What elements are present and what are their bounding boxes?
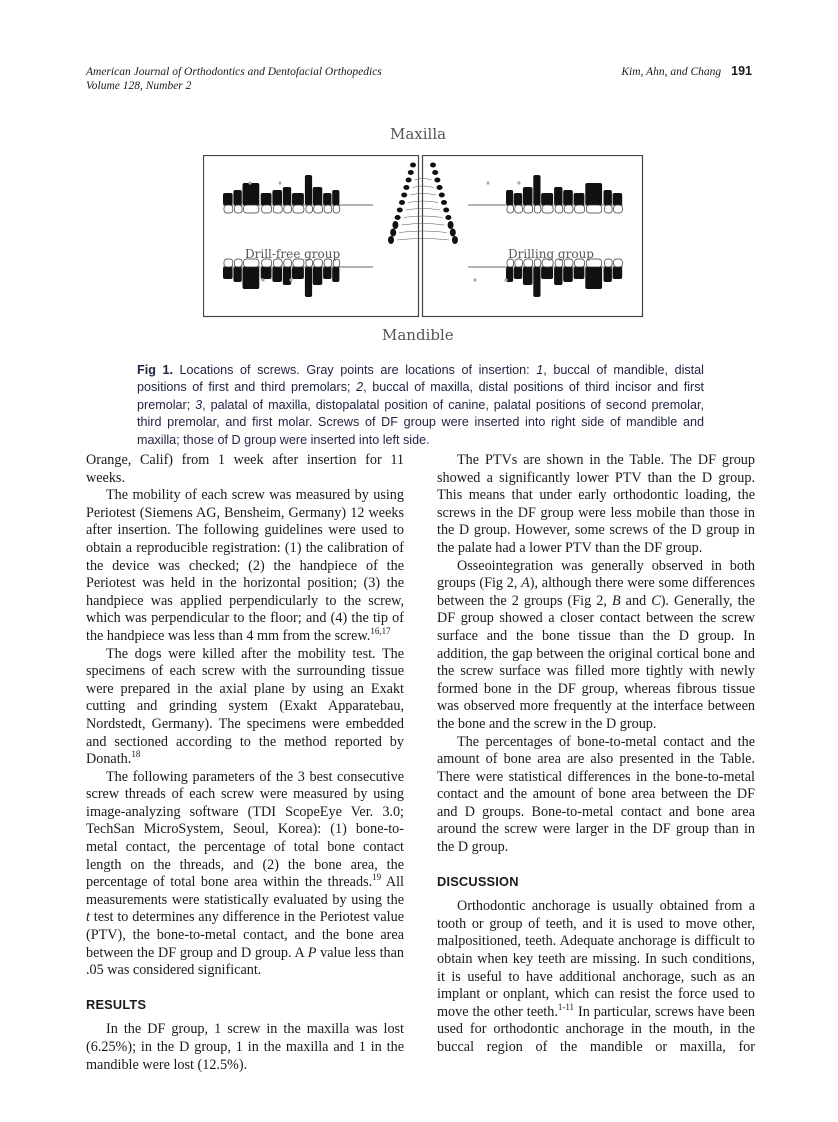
tooth-root bbox=[262, 205, 272, 213]
arch-tooth bbox=[432, 170, 438, 175]
text-run: value less than .05 was considered significant. bbox=[86, 944, 405, 979]
section-heading bbox=[437, 873, 755, 891]
tooth-crown bbox=[523, 187, 533, 205]
tooth-crown bbox=[541, 267, 553, 279]
tooth-root bbox=[564, 205, 573, 213]
tooth-crown bbox=[514, 193, 522, 205]
tooth-crown bbox=[506, 190, 513, 205]
insertion-point bbox=[289, 278, 292, 281]
text-run: ), although there were some differences between the 2 groups (Fig 2, bbox=[437, 575, 755, 609]
citation-superscript: 1-11 bbox=[557, 1001, 575, 1012]
arch-tooth bbox=[452, 236, 458, 244]
arch-tooth bbox=[441, 200, 447, 205]
tooth-crown bbox=[323, 267, 331, 279]
tooth-root bbox=[293, 205, 304, 213]
figure-label-mandible: Mandible bbox=[382, 326, 454, 344]
text-run: 2 bbox=[356, 380, 364, 395]
text-run: , buccal of maxilla, distal positions of third incisor and first premolar; bbox=[137, 380, 704, 412]
tooth-crown bbox=[563, 267, 573, 282]
arch-tooth bbox=[390, 229, 396, 237]
tooth-crown bbox=[233, 267, 241, 282]
arch-tooth bbox=[434, 178, 440, 183]
tooth-root bbox=[515, 205, 523, 213]
tooth-root bbox=[314, 205, 323, 213]
text-run: ). Generally, the DF group showed a closer contact between the screw surface and the bone tissue than the D group. In addition, the gap between the original cortical bone and the screw surface was filled more tightly with newly formed bone in the DF group, whereas fibrous tissue was observed more frequently at the interface between the bone and the screw in the D group. bbox=[437, 592, 755, 732]
tooth-crown bbox=[613, 193, 623, 205]
tooth-crown bbox=[223, 193, 233, 205]
tooth-crown bbox=[323, 193, 331, 205]
text-run: Locations of screws. Gray points are locations of insertion: bbox=[172, 363, 537, 377]
tooth-crown bbox=[261, 267, 272, 279]
insertion-point bbox=[504, 278, 507, 281]
arch-tooth bbox=[445, 215, 451, 220]
body-paragraph bbox=[86, 1021, 404, 1074]
arch-tooth bbox=[408, 170, 414, 175]
text-run: The percentages of bone-to-metal contact and the amount of bone area are also presented in the Table. There were statistical differences in the bone-to-metal contact and the amount of bone area between the DF and D groups. Bone-to-metal contact and bone area around the screw were larger in the DF group than in the D group. bbox=[437, 733, 755, 856]
body-paragraph bbox=[437, 452, 755, 558]
tooth-crown bbox=[313, 187, 323, 205]
text-run: C bbox=[651, 592, 661, 609]
arch-tooth bbox=[439, 193, 445, 198]
text-run: The PTVs are shown in the Table. The DF group showed a significantly lower PTV than the D group. This means that under early orthodontic loading, the screws in the DF group were less mobile than those in the D group. However, some screws of the D group in the palate had a lower PTV than the DF group. bbox=[437, 452, 755, 556]
tooth-crown bbox=[554, 267, 562, 285]
citation-superscript: 19 bbox=[372, 872, 382, 883]
text-run: , palatal of maxilla, distopalatal position of canine, palatal positions of second premolar, third premolar, and first molar. Screws of DF group were inserted into right side of mandible and maxilla; those of D group were inserted into left side. bbox=[137, 397, 704, 447]
figure-label-maxilla: Maxilla bbox=[390, 125, 447, 143]
arch-tooth bbox=[392, 221, 398, 229]
citation-superscript: 18 bbox=[131, 749, 141, 760]
text-run: B bbox=[611, 592, 621, 609]
tooth-crown bbox=[272, 267, 282, 282]
text-run: test to determines any difference in the Periotest value (PTV), the bone-to-metal contact, and the bone area between the DF group and D group. A bbox=[86, 909, 404, 961]
tooth-root bbox=[605, 259, 613, 267]
text-run: and bbox=[620, 592, 652, 609]
tooth-root bbox=[605, 205, 613, 213]
journal-title: American Journal of Orthodontics and Dentofacial Orthopedics bbox=[86, 66, 382, 78]
arch-tooth bbox=[401, 193, 407, 198]
figure-label-drill-free: Drill-free group bbox=[245, 247, 341, 261]
arch-tooth bbox=[450, 229, 456, 237]
insertion-point bbox=[248, 181, 251, 184]
text-run: The following parameters of the 3 best consecutive screw threads of each screw were measured by using image-analyzing software (TDI ScopeEye Ver. 3.0; TechSan MicroSystem, Seoul, Korea): (1) bone-to-metal contact, the percentage of total bone contact length on the threads, and (2) the bone area, the percentage of total bone area within the threads. bbox=[86, 768, 404, 891]
insertion-point bbox=[278, 181, 281, 184]
text-run: Orange, Calif) from 1 week after insertion for 11 weeks. bbox=[86, 452, 404, 486]
insertion-point bbox=[486, 181, 489, 184]
arch-tooth bbox=[397, 208, 403, 213]
tooth-crown bbox=[514, 267, 522, 279]
arch-tooth bbox=[403, 185, 409, 190]
text-run: In the DF group, 1 screw in the maxilla was lost (6.25%); in the D group, 1 in the maxilla and 1 in the mandible were lost (12.5%). bbox=[86, 1021, 404, 1073]
figure-teeth-diagram bbox=[203, 155, 644, 318]
tooth-crown bbox=[243, 183, 260, 205]
tooth-crown bbox=[574, 193, 585, 205]
arch-tooth bbox=[443, 208, 449, 213]
right-column bbox=[437, 452, 755, 1057]
text-run: Orthodontic anchorage is usually obtained from a tooth or group of teeth, and it is used to move other, malpositioned, teeth. Adequate anchorage is difficult to obtain when key teeth are missing. In such conditions, it is useful to have additional anchorage, such as an implant or onplant, which can resist the force used to move the other teeth. bbox=[437, 898, 755, 1020]
tooth-crown bbox=[233, 190, 241, 205]
body-paragraph bbox=[437, 734, 755, 857]
arch-tooth bbox=[410, 163, 416, 168]
tooth-root bbox=[555, 205, 563, 213]
tooth-crown bbox=[604, 190, 612, 205]
arch-tooth bbox=[406, 178, 412, 183]
page-number: 191 bbox=[731, 64, 752, 78]
body-paragraph bbox=[86, 487, 404, 645]
insertion-point bbox=[261, 278, 264, 281]
arch-tooth bbox=[430, 163, 436, 168]
tooth-crown bbox=[272, 190, 282, 205]
tooth-root bbox=[234, 259, 242, 267]
tooth-root bbox=[507, 205, 514, 213]
arch-tooth bbox=[437, 185, 443, 190]
insertion-point bbox=[517, 181, 520, 184]
tooth-crown bbox=[261, 193, 272, 205]
tooth-crown bbox=[292, 267, 304, 279]
citation-superscript: 16,17 bbox=[370, 625, 391, 636]
tooth-crown bbox=[554, 187, 562, 205]
tooth-root bbox=[234, 205, 242, 213]
tooth-root bbox=[575, 205, 585, 213]
figure-panel-right bbox=[423, 156, 643, 317]
tooth-crown bbox=[243, 267, 260, 289]
tooth-root bbox=[614, 259, 623, 267]
tooth-root bbox=[586, 205, 601, 213]
tooth-crown bbox=[613, 267, 623, 279]
text-run: Fig 1. bbox=[137, 363, 173, 377]
tooth-root bbox=[244, 205, 259, 213]
tooth-root bbox=[524, 205, 533, 213]
text-run: Osseointegration was generally observed in both groups (Fig 2, bbox=[437, 557, 755, 592]
section-heading bbox=[86, 996, 404, 1014]
tooth-crown bbox=[292, 193, 304, 205]
tooth-crown bbox=[523, 267, 533, 285]
text-run: The dogs were killed after the mobility test. The specimens of each screw with the surrounding tissue were prepared in the axial plane by using an Exakt cutting and grinding system (Exakt Apparatebau, Nordstedt, Germany). The specimens were embedded and sectioned according to the method reported by Donath. bbox=[86, 645, 404, 768]
tooth-root bbox=[614, 205, 623, 213]
text-run: t bbox=[86, 909, 90, 926]
tooth-crown bbox=[533, 175, 540, 205]
tooth-root bbox=[306, 205, 313, 213]
arch-tooth bbox=[448, 221, 454, 229]
running-header-journal bbox=[86, 65, 382, 93]
text-run: The mobility of each screw was measured by using Periotest (Siemens AG, Bensheim, Germany) 12 weeks after insertion. The following guidelines were used to obtain a reproducible registration: (1) the calibration of the device was checked; (2) the handpiece of the Periotest was held in the horizontal position; (3) the handpiece was applied perpendicularly to the screw, which was perpendicular to the floor; and (4) the tip of the handpiece was less than 4 mm from the screw. bbox=[86, 487, 404, 644]
authors: Kim, Ahn, and Chang bbox=[621, 66, 722, 78]
tooth-root bbox=[542, 205, 553, 213]
text-run: In particular, screws have been used for orthodontic anchorage in the mouth, in the buccal region of the mandible or maxilla, for bbox=[437, 1003, 755, 1055]
tooth-root bbox=[534, 205, 541, 213]
tooth-root bbox=[324, 205, 332, 213]
arch-tooth bbox=[395, 215, 401, 220]
tooth-root bbox=[333, 205, 340, 213]
left-column bbox=[86, 452, 404, 1074]
tooth-crown bbox=[585, 267, 602, 289]
tooth-crown bbox=[305, 267, 312, 297]
figure-caption bbox=[137, 362, 704, 449]
running-header-authors bbox=[621, 64, 752, 79]
text-run: DISCUSSION bbox=[437, 873, 519, 889]
tooth-crown bbox=[541, 193, 553, 205]
tooth-root bbox=[273, 205, 282, 213]
tooth-root bbox=[224, 259, 233, 267]
text-run: 1 bbox=[536, 363, 544, 377]
insertion-point bbox=[473, 278, 476, 281]
journal-volume: Volume 128, Number 2 bbox=[86, 80, 192, 92]
body-paragraph bbox=[86, 646, 404, 769]
tooth-crown bbox=[283, 267, 291, 285]
tooth-crown bbox=[332, 267, 339, 282]
text-run: , buccal of mandible, distal positions of first and third premolars; bbox=[137, 363, 704, 395]
tooth-crown bbox=[533, 267, 540, 297]
tooth-crown bbox=[585, 183, 602, 205]
tooth-crown bbox=[604, 267, 612, 282]
text-run: 3 bbox=[195, 397, 203, 412]
text-run: RESULTS bbox=[86, 996, 147, 1012]
body-paragraph bbox=[437, 898, 755, 1056]
body-paragraph bbox=[86, 769, 404, 980]
arch-tooth bbox=[399, 200, 405, 205]
tooth-crown bbox=[305, 175, 312, 205]
tooth-root bbox=[284, 205, 292, 213]
tooth-crown bbox=[313, 267, 323, 285]
tooth-crown bbox=[332, 190, 339, 205]
tooth-root bbox=[224, 205, 233, 213]
text-run: A bbox=[521, 575, 530, 592]
tooth-crown bbox=[563, 190, 573, 205]
text-run: All measurements were statistically evaluated by using the bbox=[86, 874, 404, 908]
tooth-crown bbox=[574, 267, 585, 279]
text-run: P bbox=[307, 944, 317, 961]
tooth-crown bbox=[283, 187, 291, 205]
figure-label-drilling: Drilling group bbox=[508, 247, 594, 261]
body-paragraph bbox=[86, 452, 404, 487]
body-paragraph bbox=[437, 558, 755, 734]
arch-tooth bbox=[388, 236, 394, 244]
tooth-crown bbox=[223, 267, 233, 279]
